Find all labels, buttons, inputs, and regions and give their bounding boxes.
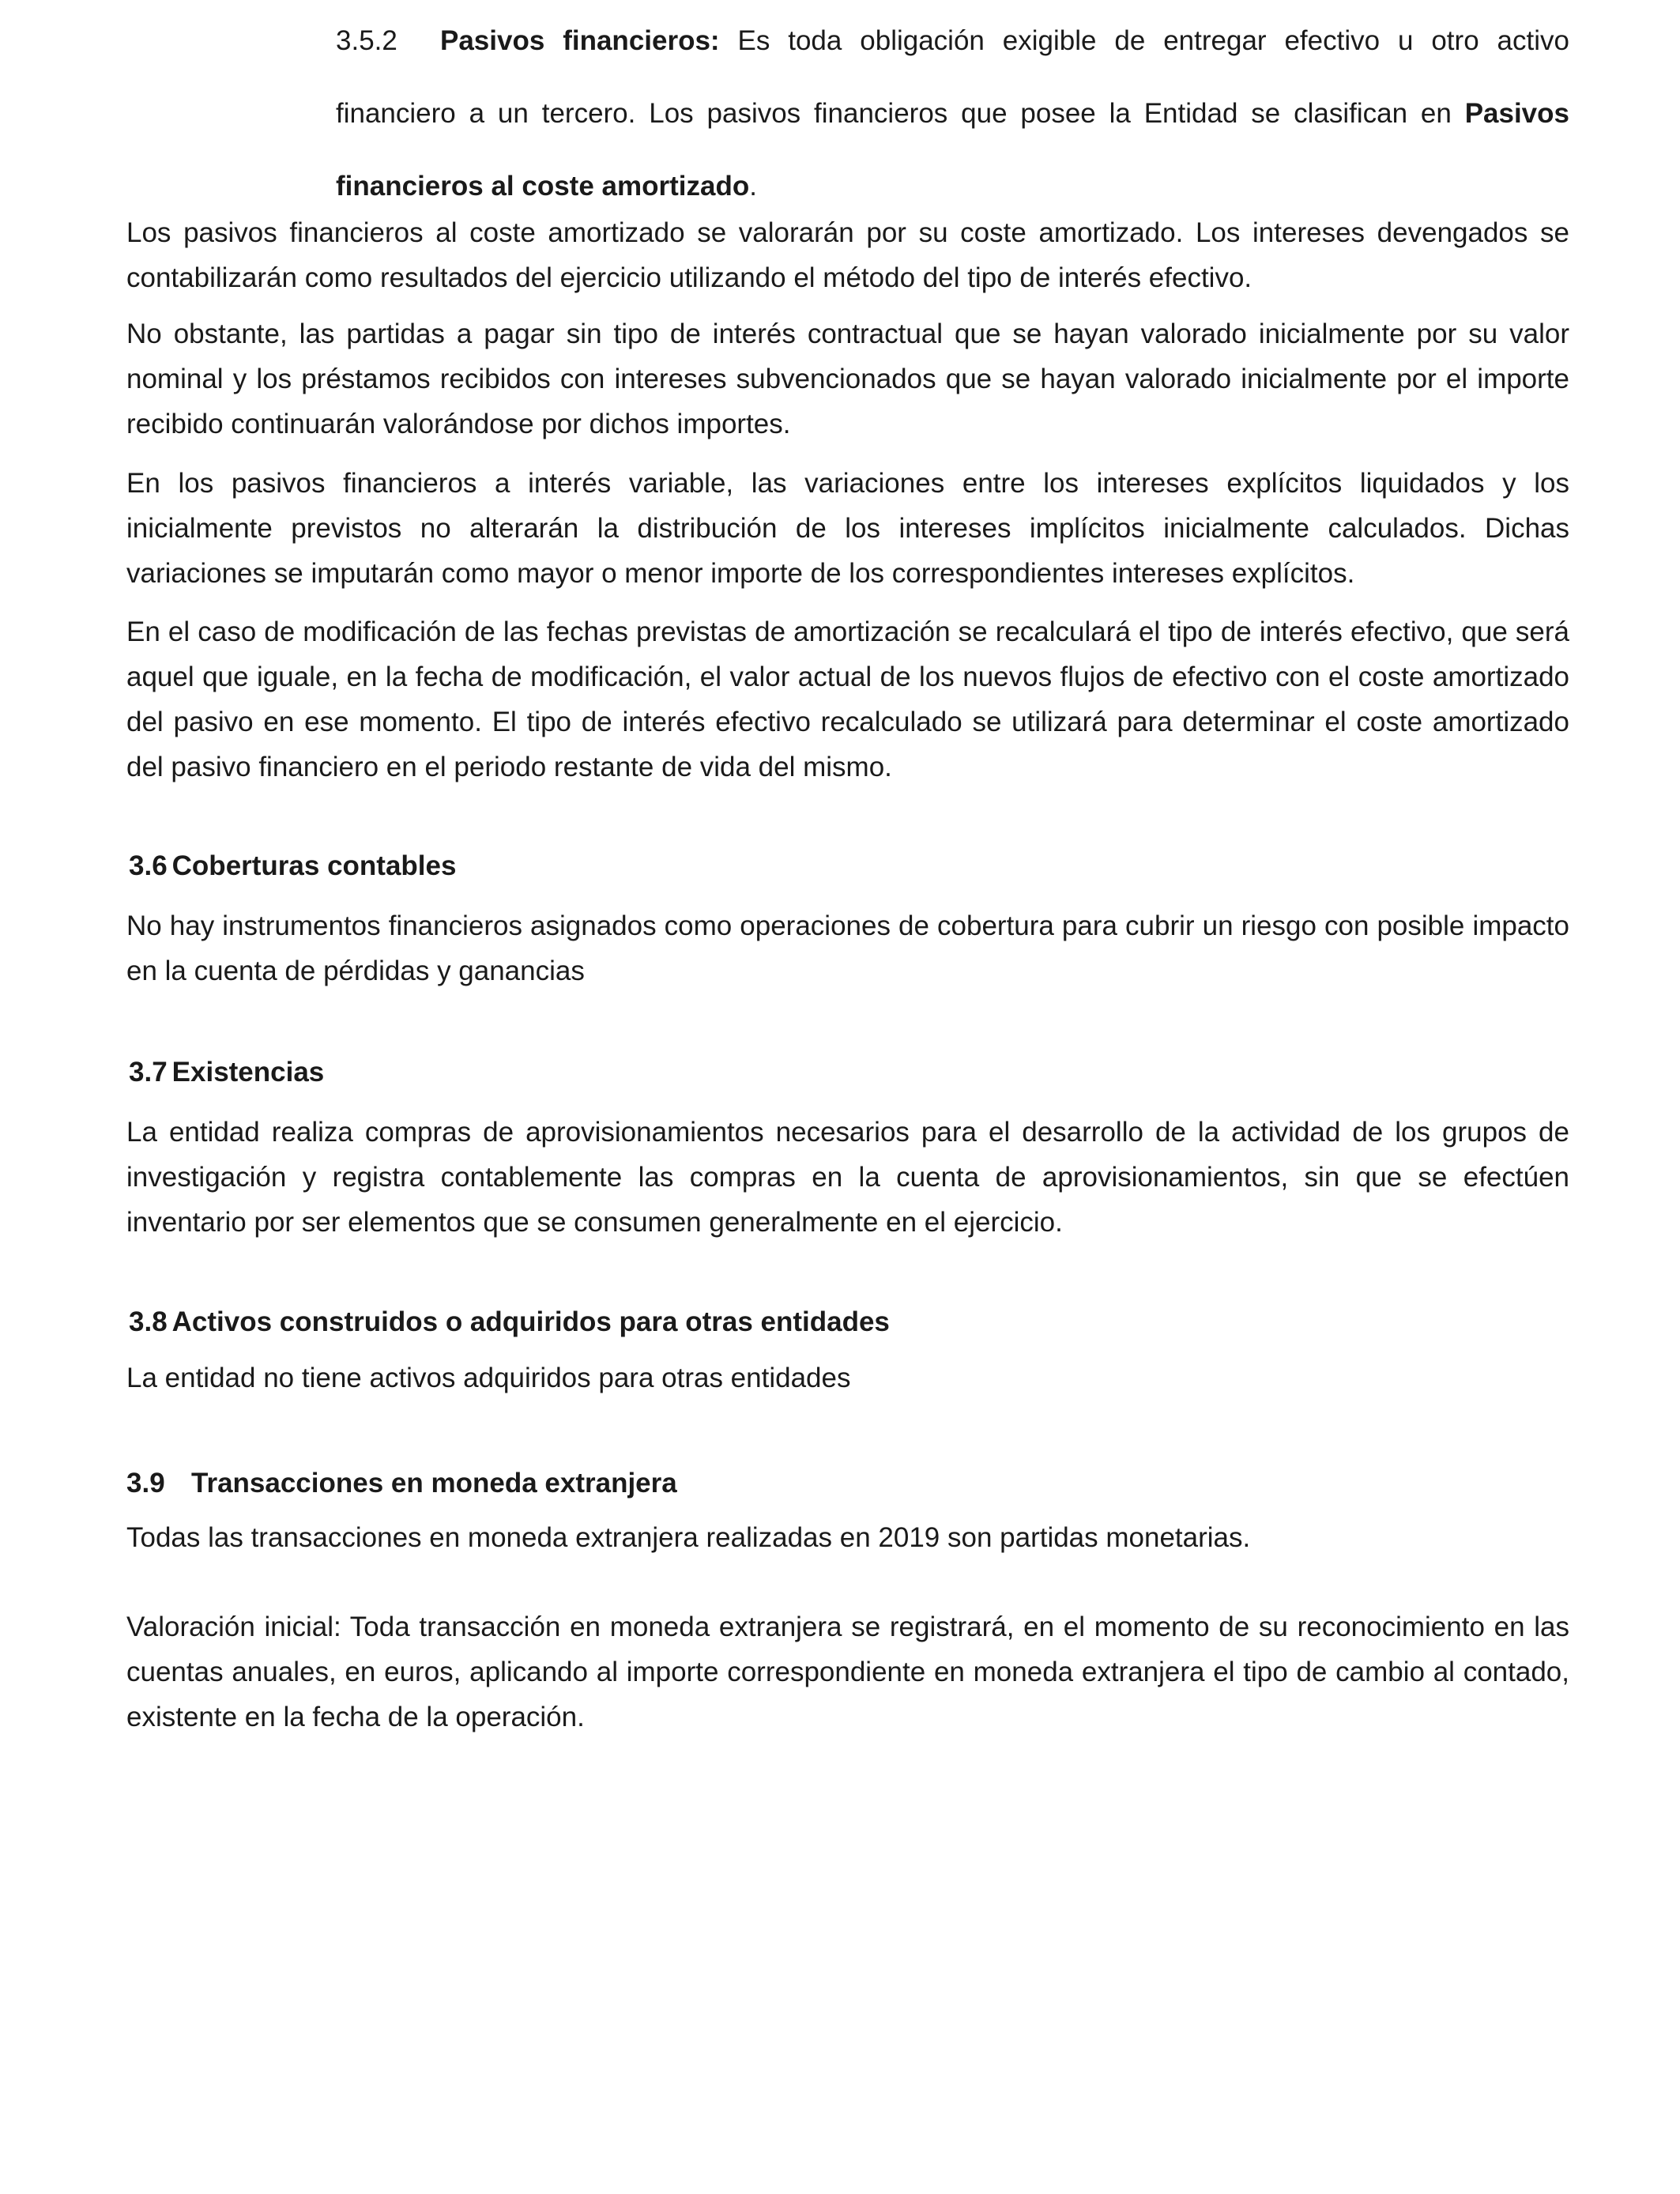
- paragraph-variable-interest: En los pasivos financieros a interés variable, las variaciones entre los intereses explícitos liquidados y los inicialmente previstos no alterarán la distribución de los intereses implícitos inicialmente calculados. Dichas variaciones se imputarán como mayor o menor importe de los correspondientes intereses explícitos.: [126, 468, 1569, 589]
- section-3-5-2-bold-tail: Pasivos financieros al coste amortizado: [336, 98, 1569, 202]
- paragraph-nominal-value: No obstante, las partidas a pagar sin tipo de interés contractual que se hayan valorado inicialmente por su valor nominal y los préstamos recibidos con intereses subvencionados que se hayan valorado inicialmente por el importe recibido continuarán valorándose por dichos importes.: [126, 319, 1569, 439]
- section-3-9-title: Transacciones en moneda extranjera: [191, 1468, 677, 1498]
- section-3-9-body: Todas las transacciones en moneda extranjera realizadas en 2019 son partidas monetarias.: [126, 1522, 1251, 1553]
- section-3-6-number: 3.6: [129, 850, 168, 881]
- section-3-5-2-text: Es toda obligación exigible de entregar efectivo u otro activo financiero a un tercero. Los pasivos financieros que posee la Entidad se clasifican en: [336, 25, 1569, 129]
- section-3-8-body: La entidad no tiene activos adquiridos para otras entidades: [126, 1363, 851, 1393]
- paragraph-amortized-cost: Los pasivos financieros al coste amortizado se valorarán por su coste amortizado. Los intereses devengados se contabilizarán como resultados del ejercicio utilizando el método del tipo de interés efectivo.: [126, 217, 1569, 293]
- section-3-9-body-valuation: Valoración inicial: Toda transacción en moneda extranjera se registrará, en el momento de su reconocimiento en las cuentas anuales, en euros, aplicando al importe correspondiente en moneda extranjera el tipo de cambio al contado, existente en la fecha de la operación.: [126, 1612, 1569, 1732]
- section-3-8-heading: [129, 1304, 890, 1340]
- section-3-7-title: Existencias: [171, 1057, 325, 1088]
- section-3-5-2-paragraph: [336, 5, 1569, 223]
- section-3-6-title: Coberturas contables: [171, 850, 457, 881]
- section-3-7-body: La entidad realiza compras de aprovisionamientos necesarios para el desarrollo de la actividad de los grupos de investigación y registra contablemente las compras en la cuenta de aprovisionamientos, sin que se efectúen inventario por ser elementos que se consumen generalmente en el ejercicio.: [126, 1117, 1569, 1238]
- section-3-6-body: No hay instrumentos financieros asignados como operaciones de cobertura para cubrir un riesgo con posible impacto en la cuenta de pérdidas y ganancias: [126, 910, 1569, 986]
- section-3-8-number: 3.8: [129, 1306, 168, 1337]
- section-3-8-title: Activos construidos o adquiridos para otras entidades: [171, 1306, 890, 1337]
- section-3-7-number: 3.7: [129, 1057, 168, 1088]
- section-3-5-2-number: 3.5.2: [336, 25, 397, 56]
- section-3-7-heading: [129, 1054, 324, 1091]
- section-3-5-2-end: .: [749, 171, 757, 202]
- paragraph-amortization-dates: En el caso de modificación de las fechas previstas de amortización se recalculará el tipo de interés efectivo, que será aquel que iguale, en la fecha de modificación, el valor actual de los nuevos flujos de efectivo con el coste amortizado del pasivo en ese momento. El tipo de interés efectivo recalculado se utilizará para determinar el coste amortizado del pasivo financiero en el periodo restante de vida del mismo.: [126, 616, 1569, 782]
- section-3-6-heading: [129, 848, 456, 884]
- section-3-5-2-title: Pasivos financieros:: [440, 25, 720, 56]
- section-3-9-number: 3.9: [126, 1468, 165, 1498]
- section-3-9-heading: [126, 1465, 677, 1502]
